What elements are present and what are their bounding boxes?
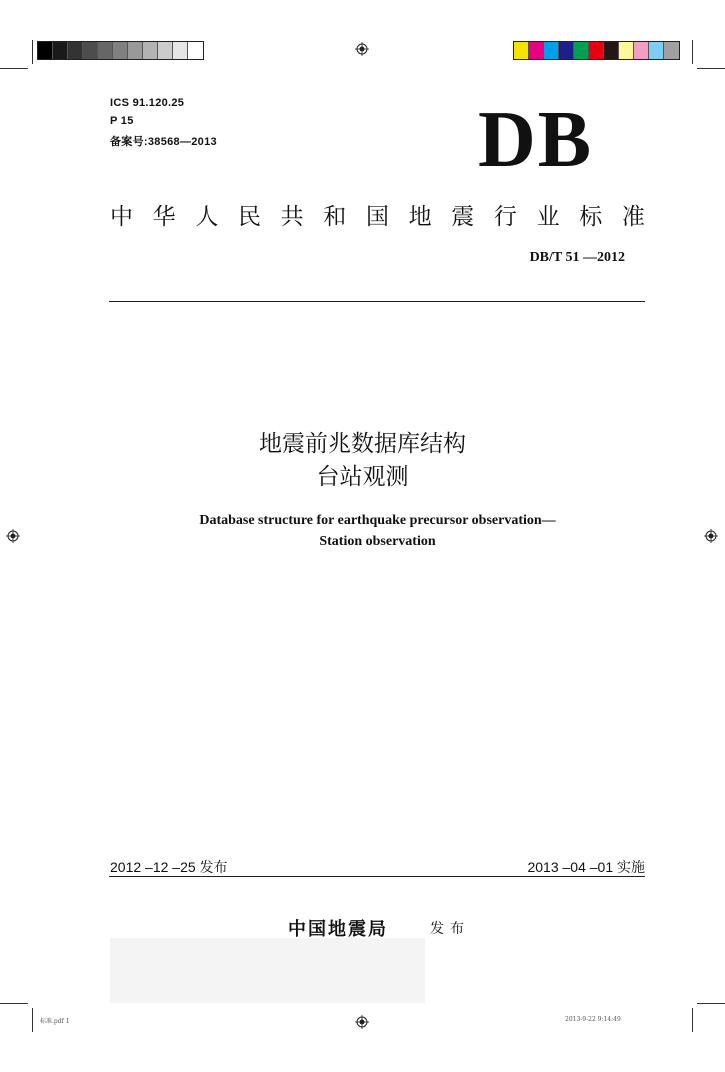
implementation-date: 2013 –04 –01 实施 — [527, 859, 645, 875]
registration-mark-icon — [355, 1015, 369, 1029]
gray-swatch — [158, 42, 173, 59]
crop-mark — [32, 1008, 33, 1032]
color-swatch — [529, 42, 544, 59]
standard-category-char: 民 — [237, 204, 261, 230]
gray-swatch — [83, 42, 98, 59]
crop-mark — [32, 40, 33, 64]
standard-category-char: 国 — [365, 204, 389, 230]
gray-swatch — [53, 42, 68, 59]
color-swatch — [604, 42, 619, 59]
english-title-line2: Station observation — [319, 534, 436, 549]
color-swatch — [544, 42, 559, 59]
standard-category-title — [110, 203, 645, 231]
p-code: P 15 — [110, 115, 134, 127]
english-title-line1: Database structure for earthquake precursor observation— — [199, 513, 556, 528]
crop-mark — [697, 68, 725, 69]
standard-category-char: 标 — [579, 204, 603, 230]
color-swatch — [649, 42, 664, 59]
crop-mark — [0, 68, 28, 69]
color-swatch — [514, 42, 529, 59]
gray-swatch — [38, 42, 53, 59]
standard-category-char: 华 — [152, 204, 176, 230]
issuing-authority: 中国地震局 — [288, 919, 388, 940]
standard-category-char: 震 — [451, 204, 475, 230]
crop-mark — [0, 1003, 28, 1004]
standard-category-char: 共 — [280, 204, 304, 230]
db-logo-mark: DB — [478, 96, 594, 184]
chinese-title-line2: 台站观测 — [316, 464, 409, 490]
shaded-area — [110, 938, 425, 1003]
standard-category-char: 和 — [323, 204, 347, 230]
gray-swatch — [128, 42, 143, 59]
color-swatch — [589, 42, 604, 59]
color-swatch — [574, 42, 589, 59]
standard-category-char: 人 — [195, 204, 219, 230]
divider — [109, 876, 645, 877]
gray-swatch — [98, 42, 113, 59]
grayscale-color-bar — [37, 41, 204, 60]
issue-label: 发布 — [430, 921, 470, 937]
chinese-title-line1: 地震前兆数据库结构 — [259, 431, 466, 457]
crop-mark — [692, 40, 693, 64]
gray-swatch — [113, 42, 128, 59]
standard-category-char: 业 — [536, 204, 560, 230]
record-number: 备案号:38568—2013 — [110, 136, 217, 148]
standard-category-char: 地 — [408, 204, 432, 230]
registration-mark-icon — [355, 42, 369, 56]
gray-swatch — [68, 42, 83, 59]
standard-category-char: 准 — [621, 204, 645, 230]
color-swatch — [619, 42, 634, 59]
publish-date: 2012 –12 –25 发布 — [110, 859, 228, 875]
ics-code: ICS 91.120.25 — [110, 97, 185, 109]
file-name: 标准.pdf 1 — [40, 1018, 70, 1025]
standard-number: DB/T 51 —2012 — [529, 250, 625, 265]
crop-mark — [697, 1003, 725, 1004]
gray-swatch — [173, 42, 188, 59]
crop-mark — [692, 1008, 693, 1032]
gray-swatch — [143, 42, 158, 59]
color-calibration-bar — [513, 41, 680, 60]
standard-category-char: 中 — [110, 204, 133, 230]
standard-category-char: 行 — [493, 204, 517, 230]
color-swatch — [634, 42, 649, 59]
color-swatch — [559, 42, 574, 59]
color-swatch — [664, 42, 679, 59]
print-timestamp: 2013-9-22 9:14:49 — [565, 1016, 621, 1023]
divider — [109, 301, 645, 302]
gray-swatch — [188, 42, 203, 59]
